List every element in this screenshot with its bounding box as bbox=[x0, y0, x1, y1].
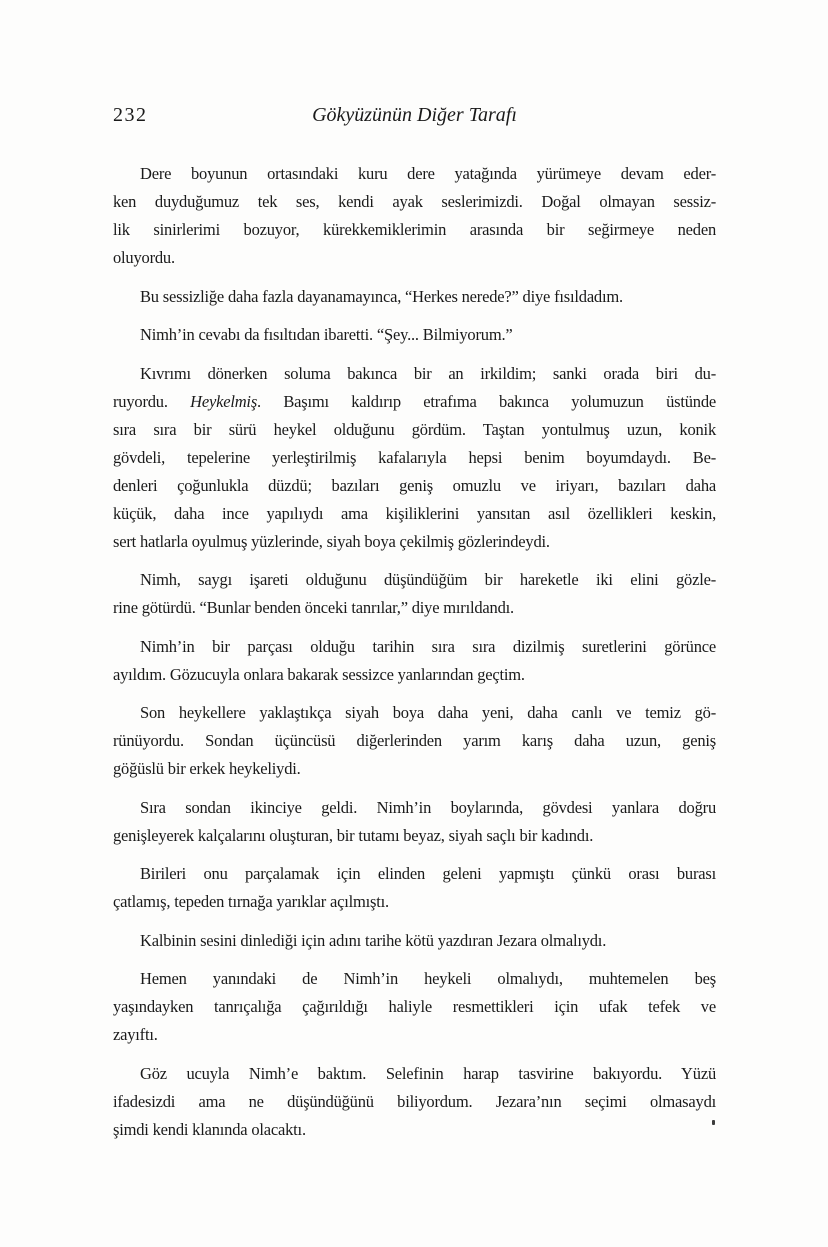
text-line bbox=[113, 472, 716, 500]
text-segment: zayıftı. bbox=[113, 1025, 158, 1044]
paragraph bbox=[113, 860, 716, 916]
paragraph bbox=[113, 633, 716, 689]
text-line bbox=[113, 360, 716, 388]
text-line bbox=[113, 216, 716, 244]
text-segment: Nimh’in bir parçası olduğu tarihin sıra sıra dizilmiş suretlerini görünce bbox=[140, 636, 716, 656]
text-line bbox=[113, 822, 716, 850]
text-segment: lik sinirlerimi bozuyor, kürekkemiklerimin arasında bir seğirmeye neden bbox=[113, 220, 716, 239]
text-line bbox=[113, 188, 716, 216]
paragraph bbox=[113, 566, 716, 622]
text-line bbox=[113, 860, 716, 888]
text-line bbox=[113, 927, 716, 955]
paragraph bbox=[113, 927, 716, 955]
text-segment: Son heykellere yaklaştıkça siyah boya daha yeni, daha canlı ve temiz gö- bbox=[140, 703, 716, 722]
text-line bbox=[113, 965, 716, 993]
text-line bbox=[113, 633, 716, 661]
paragraph bbox=[113, 699, 716, 783]
text-line bbox=[113, 1116, 716, 1144]
text-line bbox=[113, 566, 716, 594]
text-segment: ruyordu. bbox=[113, 391, 191, 411]
text-line bbox=[113, 283, 716, 311]
text-segment: gövdeli, tepelerine yerleştirilmiş kafalarıyla hepsi benim boyumdaydı. Be- bbox=[113, 447, 716, 467]
paragraph bbox=[113, 283, 716, 311]
text-line bbox=[113, 500, 716, 528]
text-segment: denleri çoğunlukla düzdü; bazıları geniş omuzlu ve iriyarı, bazıları daha bbox=[113, 475, 716, 495]
text-line bbox=[113, 321, 716, 349]
text-line bbox=[113, 1088, 716, 1116]
text-segment: şimdi kendi klanında olacaktı. bbox=[113, 1119, 306, 1139]
text-segment: sıra sıra bir sürü heykel olduğunu gördüm. Taştan yontulmuş uzun, konik bbox=[113, 419, 716, 439]
text-segment: küçük, daha ince yapılıydı ama kişiliklerini yansıtan asıl özellikleri keskin, bbox=[113, 503, 716, 523]
text-segment: . Başımı kaldırıp etrafıma bakınca yolumuzun üstünde bbox=[257, 391, 716, 411]
text-segment: Bu sessizliğe daha fazla dayanamayınca, “Herkes nerede?” diye fısıldadım. bbox=[140, 286, 623, 306]
text-line bbox=[113, 727, 716, 755]
text-line bbox=[113, 699, 716, 727]
text-segment: ifadesizdi ama ne düşündüğünü biliyordum. Jezara’nın seçimi olmasaydı bbox=[113, 1091, 716, 1111]
text-segment: ken duyduğumuz tek ses, kendi ayak seslerimizdi. Doğal olmayan sessiz- bbox=[113, 192, 716, 211]
paragraph bbox=[113, 360, 716, 556]
text-line bbox=[113, 1021, 716, 1049]
text-line bbox=[113, 444, 716, 472]
text-line bbox=[113, 160, 716, 188]
text-segment: rine götürdü. “Bunlar benden önceki tanrılar,” diye mırıldandı. bbox=[113, 598, 514, 617]
text-segment: Sıra sondan ikinciye geldi. Nimh’in boylarında, gövdesi yanlara doğru bbox=[140, 797, 716, 817]
text-segment: Kıvrımı dönerken soluma bakınca bir an irkildim; sanki orada biri du- bbox=[140, 363, 716, 383]
text-segment: ayıldım. Gözucuyla onlara bakarak sessizce yanlarından geçtim. bbox=[113, 664, 525, 684]
page-number: 232 bbox=[113, 104, 148, 126]
text-segment: Dere boyunun ortasındaki kuru dere yatağında yürümeye devam eder- bbox=[140, 164, 716, 183]
text-line bbox=[113, 794, 716, 822]
text-line bbox=[113, 388, 716, 416]
text-segment: genişleyerek kalçalarını oluşturan, bir tutamı beyaz, siyah saçlı bir kadındı. bbox=[113, 825, 594, 845]
text-segment: Hemen yanındaki de Nimh’in heykeli olmalıydı, muhtemelen beş bbox=[140, 969, 716, 988]
paragraph bbox=[113, 321, 716, 349]
text-line bbox=[113, 661, 716, 689]
text-segment: Birileri onu parçalamak için elinden geleni yapmıştı çünkü orası burası bbox=[140, 864, 716, 883]
text-line bbox=[113, 755, 716, 783]
text-line bbox=[113, 594, 716, 622]
text-line bbox=[113, 416, 716, 444]
paragraph bbox=[113, 794, 716, 850]
text-line bbox=[113, 1060, 716, 1088]
text-line bbox=[113, 993, 716, 1021]
paragraph bbox=[113, 160, 716, 272]
stray-ink-mark bbox=[712, 1120, 715, 1125]
text-segment: Göz ucuyla Nimh’e baktım. Selefinin harap tasvirine bakıyordu. Yüzü bbox=[140, 1063, 716, 1083]
running-title: Gökyüzünün Diğer Tarafı bbox=[312, 104, 517, 126]
text-segment: yaşındayken tanrıçalığa çağırıldığı haliyle resmettikleri için ufak tefek ve bbox=[113, 997, 716, 1016]
text-segment: sert hatlarla oyulmuş yüzlerinde, siyah boya çekilmiş gözlerindeydi. bbox=[113, 531, 550, 551]
paragraph bbox=[113, 965, 716, 1049]
paragraph bbox=[113, 1060, 716, 1144]
text-segment: oluyordu. bbox=[113, 248, 175, 267]
text-segment: rünüyordu. Sondan üçüncüsü diğerlerinden yarım karış daha uzun, geniş bbox=[113, 731, 716, 750]
text-line bbox=[113, 244, 716, 272]
text-line bbox=[113, 888, 716, 916]
text-line bbox=[113, 528, 716, 556]
page-header bbox=[113, 104, 716, 132]
text-segment: Kalbinin sesini dinlediği için adını tarihe kötü yazdıran Jezara olmalıydı. bbox=[140, 930, 607, 950]
text-segment: Nimh, saygı işareti olduğunu düşündüğüm bir hareketle iki elini gözle- bbox=[140, 570, 716, 589]
italic-text: Heykelmiş bbox=[190, 391, 258, 411]
text-segment: çatlamış, tepeden tırnağa yarıklar açılmıştı. bbox=[113, 892, 389, 911]
text-segment: Nimh’in cevabı da fısıltıdan ibaretti. “Şey... Bilmiyorum.” bbox=[140, 325, 513, 344]
text-segment: göğüslü bir erkek heykeliydi. bbox=[113, 759, 301, 778]
page-body bbox=[113, 160, 716, 1154]
